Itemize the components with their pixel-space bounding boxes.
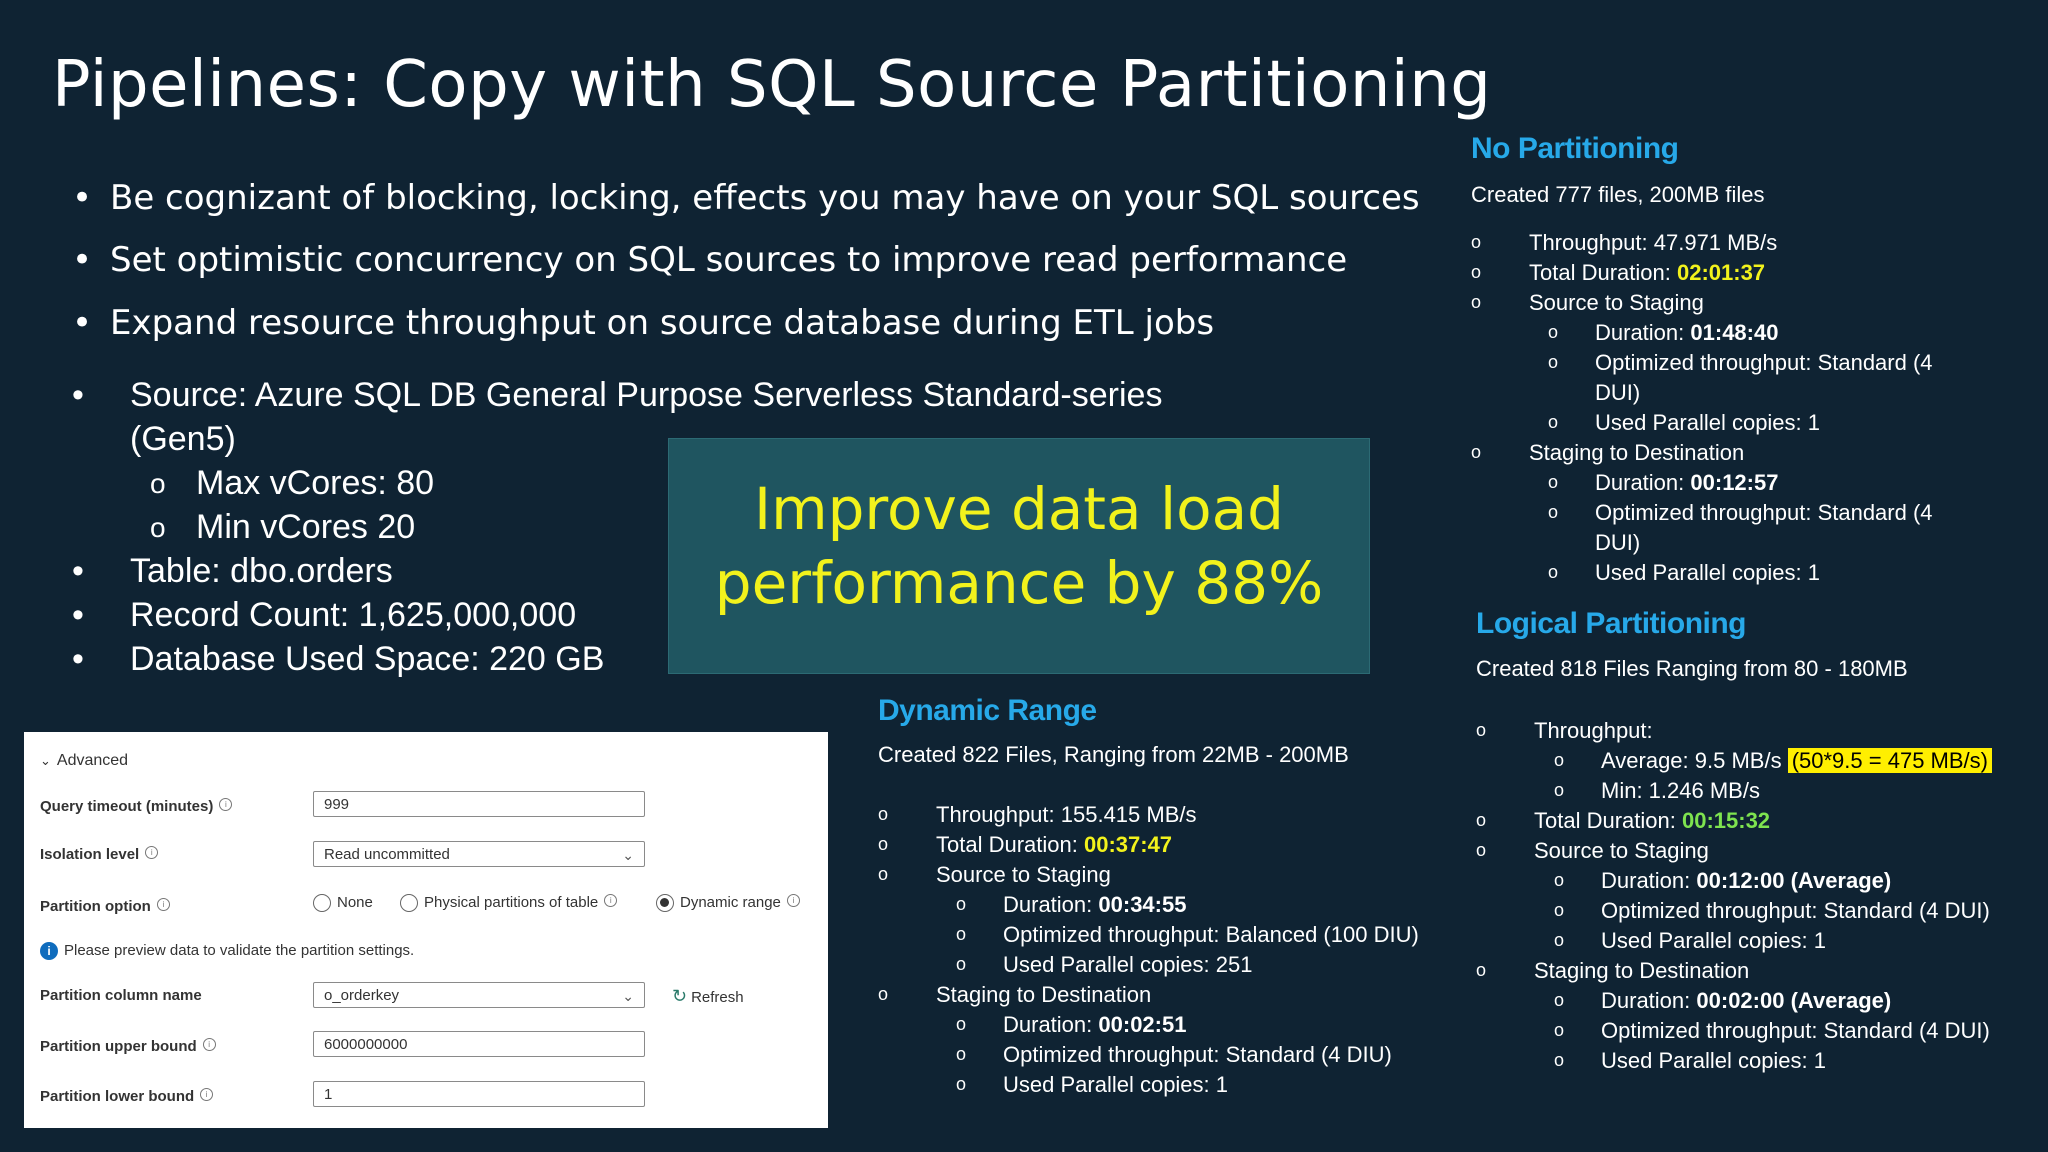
partition-option-none-radio[interactable]: None: [313, 894, 373, 912]
no-partitioning-heading: No Partitioning: [1471, 132, 1679, 165]
preview-notice: i Please preview data to validate the partition settings.: [40, 942, 414, 960]
chevron-down-icon: ⌄: [622, 988, 634, 1004]
slide-title: Pipelines: Copy with SQL Source Partitioning: [52, 48, 1492, 122]
info-icon: i: [145, 846, 158, 859]
isolation-level-select[interactable]: Read uncommitted ⌄: [313, 841, 645, 867]
info-icon: i: [219, 798, 232, 811]
query-timeout-label: Query timeout (minutes) i: [40, 798, 232, 815]
np-sts-optimized-cont: DUI): [1595, 380, 1641, 405]
lp-average-highlight: (50*9.5 = 475 MB/s): [1788, 748, 1992, 773]
partition-option-physical-radio[interactable]: Physical partitions of table i: [400, 894, 617, 912]
advanced-settings-panel: [24, 732, 828, 1128]
advanced-section-toggle[interactable]: ⌄ Advanced: [40, 752, 129, 769]
dynamic-range-created: Created 822 Files, Ranging from 22MB - 200MB: [878, 742, 1349, 767]
partition-option-label: Partition option i: [40, 898, 170, 915]
dynamic-range-heading: Dynamic Range: [878, 694, 1097, 727]
improvement-callout: [668, 438, 1370, 674]
info-filled-icon: i: [40, 942, 58, 960]
np-std-optimized-cont: DUI): [1595, 530, 1641, 555]
refresh-button[interactable]: ↻ Refresh: [672, 986, 744, 1006]
query-timeout-input[interactable]: 999: [313, 791, 645, 817]
chevron-down-icon: ⌄: [622, 847, 634, 863]
upper-bound-label: Partition upper bound i: [40, 1038, 216, 1055]
info-icon: i: [203, 1038, 216, 1051]
no-partitioning-created: Created 777 files, 200MB files: [1471, 182, 1765, 207]
radio-circle: [313, 894, 331, 912]
lower-bound-label: Partition lower bound i: [40, 1088, 213, 1105]
chevron-down-icon: ⌄: [40, 753, 51, 768]
info-icon: i: [604, 894, 617, 907]
info-icon: i: [787, 894, 800, 907]
refresh-icon: ↻: [672, 986, 688, 1006]
partition-column-label: Partition column name: [40, 987, 202, 1004]
logical-partitioning-heading: Logical Partitioning: [1476, 607, 1747, 640]
radio-circle-selected: [656, 894, 674, 912]
isolation-level-label: Isolation level i: [40, 846, 158, 863]
partition-column-select[interactable]: o_orderkey ⌄: [313, 982, 645, 1008]
partition-option-dynamic-range-radio[interactable]: Dynamic range i: [656, 894, 800, 912]
upper-bound-input[interactable]: 6000000000: [313, 1031, 645, 1057]
radio-circle: [400, 894, 418, 912]
info-icon: i: [200, 1088, 213, 1101]
callout-line-1: Improve data load: [754, 475, 1284, 543]
callout-line-2: performance by 88%: [714, 549, 1324, 617]
logical-partitioning-created: Created 818 Files Ranging from 80 - 180MB: [1476, 656, 1908, 681]
info-icon: i: [157, 898, 170, 911]
lower-bound-input[interactable]: 1: [313, 1081, 645, 1107]
